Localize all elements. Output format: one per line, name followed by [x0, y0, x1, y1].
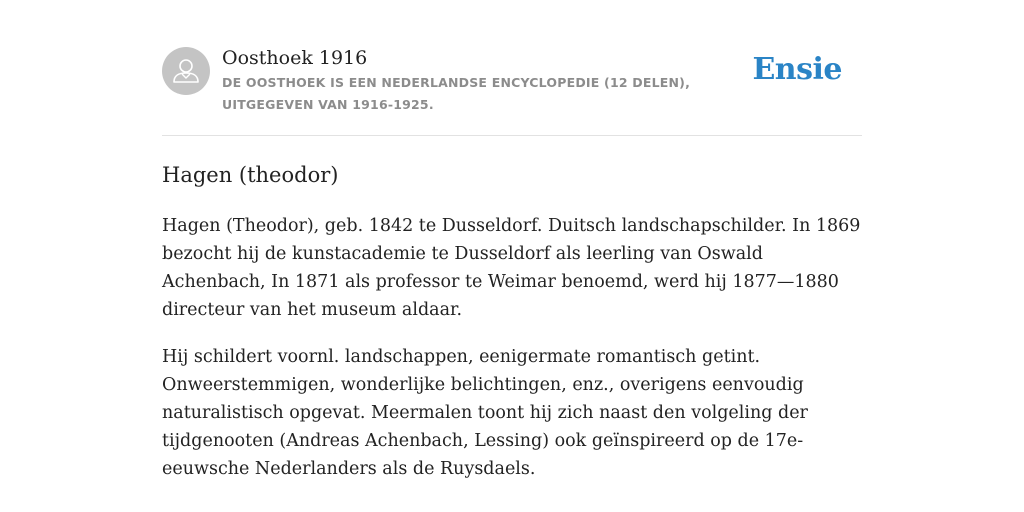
page: [162, 0, 862, 479]
entry-paragraph: Hij schildert voornl. landschappen, eenigermate romantisch getint. Onweerstemmigen, wonderlijke belichtingen, enz., overigens eenvoudig naturalistisch opgevat. Meermalen toont hij zich naast den volgeling der tijdgenooten (Andreas Achenbach, Lessing) ook geïnspireerd op de 17e-eeuwsche Nederlanders als de Ruysdaels.: [162, 347, 808, 479]
entry-body: [162, 212, 868, 502]
entry-title: Hagen (theodor): [162, 163, 339, 187]
source-title[interactable]: Oosthoek 1916: [222, 47, 368, 69]
user-icon: [162, 47, 210, 95]
source-description: DE OOSTHOEK IS EEN NEDERLANDSE ENCYCLOPEDIE (12 DELEN), UITGEGEVEN VAN 1916-1925.: [222, 75, 691, 112]
entry-paragraph: Hagen (Theodor), geb. 1842 te Dusseldorf. Duitsch landschapschilder. In 1869 bezocht hij de kunstacademie te Dusseldorf als leerling van Oswald Achenbach, In 1871 als professor te Weimar benoemd, werd hij 1877—1880 directeur van het museum aldaar.: [162, 216, 861, 320]
ensie-logo[interactable]: Ensie: [752, 52, 842, 87]
avatar[interactable]: [162, 47, 210, 95]
source-header: [162, 0, 862, 136]
